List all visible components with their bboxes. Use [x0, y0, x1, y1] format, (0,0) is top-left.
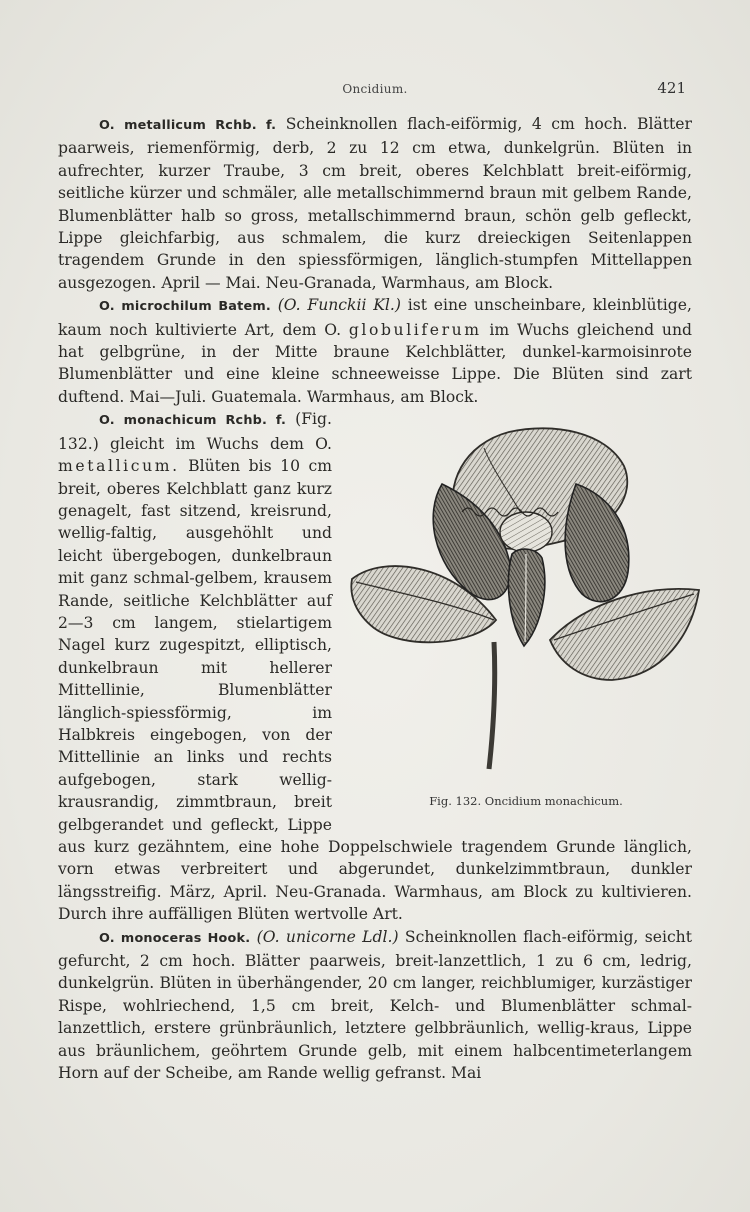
orchid-illustration	[344, 414, 708, 816]
species-name: O. metallicum Rchb. f.	[99, 118, 277, 133]
entry-microchilum	[58, 294, 692, 408]
species-name: O. microchilum Batem.	[99, 299, 271, 315]
figure-132	[344, 414, 708, 816]
species-description: ist eine unscheinbare, kleinblütige, kaum noch kultivierte Art, dem O.	[58, 296, 692, 339]
entry-monoceras	[58, 926, 692, 1085]
species-synonym: (O. unicorne Ldl.)	[256, 927, 399, 946]
spaced-reference: globuliferum	[348, 320, 482, 339]
running-head	[0, 79, 750, 99]
species-description-cont: im Wuchs gleichend und hat gelbgrüne, in der Mitte braune Kelchblätter, dunkel-karmoisinrote Blumenblätter und eine kleine schneeweisse Lippe. Die Blüten sind zart duftend. Mai—Juli. Guatemala. Warmhaus, am Block.	[58, 320, 692, 406]
species-description: (Fig. 132.) gleicht im Wuchs dem O.	[58, 410, 332, 453]
running-title: Oncidium.	[342, 82, 408, 96]
figure-caption: Fig. 132. Oncidium monachicum.	[429, 793, 623, 808]
page-number: 421	[657, 79, 686, 97]
species-synonym: (O. Funckii Kl.)	[277, 296, 401, 315]
species-description: Scheinknollen flach-eiförmig, 4 cm hoch. Blätter paarweis, riemenförmig, derb, 2 zu 12 cm etwa, dunkelgrün. Blüten in aufrechter, kurzer Traube, 3 cm breit, oberes Kelchblatt breit-eiförmig, seitliche kürzer und schmäler, alle metallschimmernd braun mit gelbem Rande, Blumenblätter halb so gross, metallschimmernd braun, schön gelb gefleckt, Lippe gleichfarbig, aus schmalem, die kurz dreieckigen Seitenlappen tragendem Grunde in den spiessförmigen, länglich-stumpfen Mittellappen ausgezogen. April — Mai. Neu-Granada, Warmhaus, am Block.	[58, 115, 692, 292]
entry-metallicum	[58, 113, 692, 294]
body-text	[58, 113, 692, 1084]
species-description-cont: Blüten bis 10 cm breit, oberes Kelchblatt ganz kurz genagelt, fast sitzend, kreisrund, wellig-faltig, ausgehöhlt und leicht übergebogen, dunkelbraun mit ganz schmal-gelbem, krausem Rande, seitliche Kelchblätter auf 2—3 cm langem, stielartigem Nagel kurz zugespitzt, elliptisch, dunkelbraun mit hellerer Mittellinie, Blumenblätter länglich-spiessförmig, im Halbkreis eingebogen, von der Mittellinie an links und rechts aufgebogen, stark wellig-krausrandig, zimmtbraun, breit gelbgerandet und gefleckt, Lippe aus kurz gezähntem, eine hohe Doppelschwiele tragendem Grunde länglich, vorn etwas verbreitert und abgerundet, dunkelzimmtbraun, dunkler längsstreifig. März, April. Neu-Granada. Warmhaus, am Block zu kultivieren. Durch ihre auffälligen Blüten wertvolle Art.	[58, 457, 692, 924]
species-description: Scheinknollen flach-eiförmig, seicht gefurcht, 2 cm hoch. Blätter paarweis, breit-lanzettlich, 1 zu 6 cm, ledrig, dunkelgrün. Blüten in überhängender, 20 cm langer, reichblumiger, kurzästiger Rispe, wohlriechend, 1,5 cm breit, Kelch- und Blumenblätter schmal-lanzettlich, erstere grünbräunlich, letztere gelbbräunlich, wellig-kraus, Lippe aus bräunlichem, geöhrtem Grunde gelb, mit einem halbcentimeterlangem Horn auf der Scheibe, am Rande wellig gefranst. Mai	[58, 927, 692, 1083]
species-name: O. monachicum Rchb. f.	[99, 413, 287, 429]
spaced-reference: metallicum.	[58, 457, 180, 476]
species-name: O. monoceras Hook.	[99, 930, 251, 946]
